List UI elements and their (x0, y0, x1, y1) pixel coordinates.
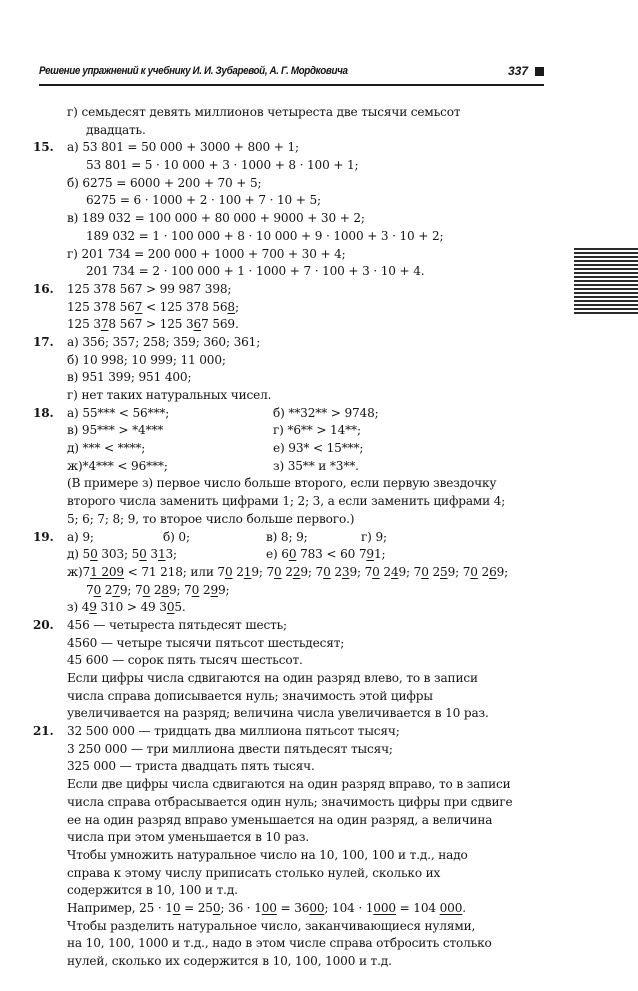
task-15: 15. а) 53 801 = 50 000 + 3000 + 800 + 1; (33, 139, 563, 157)
text-line: д) *** < ****; е) 93* < 15***; (67, 441, 364, 456)
text-line: г) семьдесят девять миллионов четыреста две тысячи семьсот (67, 105, 461, 119)
task-20: 20. 456 — четыреста пятьдесят шесть; (33, 617, 563, 635)
task-number: 16. (33, 281, 54, 296)
text-line: 45 600 — сорок пять тысяч шестьсот. (67, 653, 303, 668)
task-number: 21. (33, 724, 54, 739)
text-line: Чтобы разделить натуральное число, заканчивающиеся нулями, (67, 918, 476, 933)
text-line: г) 201 734 = 200 000 + 1000 + 700 + 30 + 4; (67, 246, 346, 261)
text-line: ее на один разряд вправо уменьшается на один разряд, а величина (67, 812, 493, 827)
text-line: 325 000 — триста двадцать пять тысяч. (67, 759, 315, 774)
task-number: 18. (33, 405, 54, 420)
text-line: содержится в 10, 100 и т.д. (67, 883, 238, 898)
solutions-text (33, 104, 563, 971)
text-line: Если две цифры числа сдвигаются на один разряд вправо, то в записи (67, 777, 511, 792)
text-line: ж)71 209 < 71 218; или 70 219; 70 229; 70 239; 70 249; 70 259; 70 269; (67, 564, 509, 579)
text-line: б) 10 998; 10 999; 11 000; (67, 352, 226, 367)
running-header (39, 62, 544, 86)
page-number: 337 (507, 64, 528, 78)
text-line: Например, 25 · 10 = 250; 36 · 100 = 3600; 104 · 1000 = 104 000. (67, 900, 466, 915)
text-line: д) 50 303; 50 313; е) 60 783 < 60 791; (67, 547, 386, 562)
text-line: 70 279; 70 289; 70 299; (86, 582, 230, 597)
text-line: 6275 = 6 · 1000 + 2 · 100 + 7 · 10 + 5; (86, 193, 321, 208)
task-18: 18. а) 55*** < 56***; б) **32** > 9748; (33, 405, 563, 423)
text-line: 189 032 = 1 · 100 000 + 8 · 10 000 + 9 · 1000 + 3 · 10 + 2; (86, 228, 444, 243)
header-square-marker (535, 67, 544, 76)
text-line: г) нет таких натуральных чисел. (67, 388, 272, 402)
task-16: 16. 125 378 567 > 99 987 398; (33, 281, 563, 299)
chapter-tab-marker (574, 248, 638, 314)
text-line: (В примере з) первое число больше второго, если первую звездочку (67, 476, 497, 491)
text-line: Если цифры числа сдвигаются на один разряд влево, то в записи (67, 671, 478, 685)
text-line: в) 95*** > *4*** г) *6** > 14**; (67, 423, 361, 438)
text-line: ж)*4*** < 96***; з) 35** и *3**. (67, 458, 359, 473)
text-line: 4560 — четыре тысячи пятьсот шестьдесят; (67, 635, 345, 650)
text-line: нулей, сколько их содержится в 10, 100, 1000 и т.д. (67, 954, 392, 968)
text-line: 125 378 567 > 125 367 569. (67, 317, 239, 332)
task-number: 20. (33, 617, 54, 632)
text-line: 5; 6; 7; 8; 9, то второе число больше первого.) (67, 511, 355, 526)
text-line: двадцать. (86, 122, 146, 137)
text-line: б) 6275 = 6000 + 200 + 70 + 5; (67, 175, 262, 190)
task-number: 17. (33, 334, 54, 349)
text-line: 3 250 000 — три миллиона двести пятьдесят тысяч; (67, 741, 393, 756)
text-line: на 10, 100, 1000 и т.д., надо в этом числе справа отбросить столько (67, 936, 492, 951)
task-17: 17. а) 356; 357; 258; 359; 360; 361; (33, 334, 563, 352)
text-line: 201 734 = 2 · 100 000 + 1 · 1000 + 7 · 100 + 3 · 10 + 4. (86, 264, 425, 279)
text-line: з) 49 310 > 49 305. (67, 600, 186, 615)
text-line: увеличивается на разряд; величина числа увеличивается в 10 раз. (67, 706, 489, 721)
text-line: числа справа дописывается нуль; значимость этой цифры (67, 688, 433, 703)
header-title: Решение упражнений к учебнику И. И. Зубаревой, А. Г. Мордковича (39, 65, 348, 77)
text-line: числа справа отбрасывается один нуль; значимость цифры при сдвиге (67, 794, 513, 809)
task-21: 21. 32 500 000 — тридцать два миллиона пятьсот тысяч; (33, 723, 563, 741)
text-line: 125 378 567 < 125 378 568; (67, 299, 239, 314)
task-number: 19. (33, 529, 54, 544)
text-line: Чтобы умножить натуральное число на 10, 100, 100 и т.д., надо (67, 847, 468, 862)
text-line: в) 189 032 = 100 000 + 80 000 + 9000 + 30 + 2; (67, 211, 365, 226)
task-19: 19. а) 9; б) 0; в) 8; 9; г) 9; (33, 529, 563, 547)
text-line: справа к этому числу приписать столько нулей, сколько их (67, 865, 441, 880)
text-line: 53 801 = 5 · 10 000 + 3 · 1000 + 8 · 100 + 1; (86, 158, 359, 173)
task-number: 15. (33, 140, 54, 155)
text-line: в) 951 399; 951 400; (67, 370, 192, 385)
text-line: второго числа заменить цифрами 1; 2; 3, а если заменить цифрами 4; (67, 494, 506, 509)
text-line: числа при этом уменьшается в 10 раз. (67, 830, 310, 845)
